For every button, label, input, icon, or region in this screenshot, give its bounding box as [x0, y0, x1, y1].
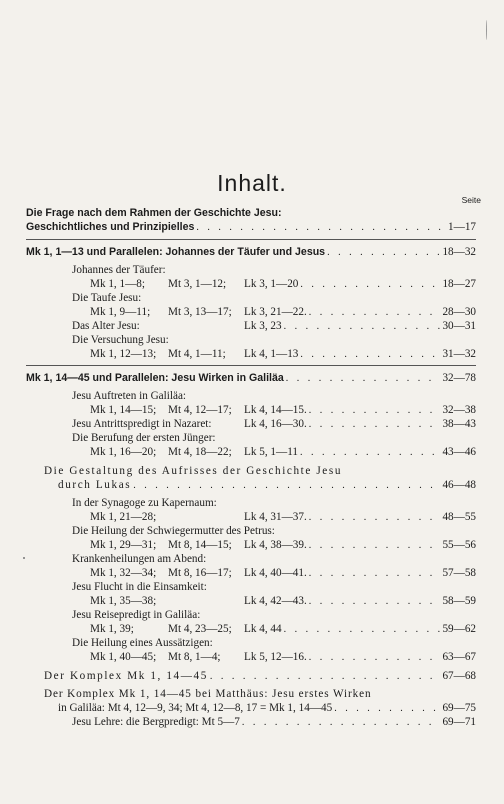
toc-entry-text: in Galiläa: Mt 4, 12—9, 34; Mt 4, 12—8, 17 = Mk 1, 14—45 — [58, 702, 333, 714]
toc-page-number: 67—68 — [442, 670, 476, 682]
toc-reference-row — [90, 538, 476, 552]
toc-reference-row — [90, 277, 476, 291]
toc-subentry-text: Johannes der Täufer: — [72, 264, 166, 276]
stray-mark — [23, 557, 25, 559]
toc-reference-row — [90, 650, 476, 664]
leader-dots — [284, 320, 441, 334]
toc-subentry-text: Jesu Lehre: die Bergpredigt: Mt 5—7 — [72, 716, 240, 728]
leader-dots — [210, 670, 441, 684]
divider — [26, 239, 476, 240]
leader-dots — [286, 372, 441, 386]
leader-dots — [196, 221, 446, 235]
ref-mk: Mk 1, 29—31; — [90, 539, 157, 551]
toc-subentry — [72, 496, 217, 510]
toc-subentry-text: Die Heilung der Schwiegermutter des Petrus: — [72, 525, 275, 537]
toc-page-number: 30—31 — [442, 320, 476, 332]
toc-subentry — [72, 417, 476, 431]
page-title: Inhalt. — [217, 170, 287, 196]
toc-subentry-text: Die Versuchung Jesu: — [72, 334, 169, 346]
toc-subentry — [72, 715, 476, 729]
ref-lk: Lk 5, 1—11 — [244, 446, 298, 458]
toc-reference-row — [90, 622, 476, 636]
ref-lk: Lk 4, 31—37. — [244, 511, 307, 523]
ref-mk: Mk 1, 12—13; — [90, 348, 157, 360]
toc-subentry — [72, 608, 200, 622]
toc-subentry — [72, 263, 166, 277]
toc-entry-lukas-line1 — [44, 464, 476, 478]
toc-subentry — [72, 552, 206, 566]
toc-entry-komplex — [44, 669, 476, 683]
toc-entry-galilaea — [26, 371, 476, 385]
toc-entry-text: Die Gestaltung des Aufrisses der Geschichte Jesu — [44, 465, 343, 477]
seite-label: Seite — [461, 195, 481, 205]
toc-page-number: 43—46 — [442, 446, 476, 458]
toc-entry-text: Die Frage nach dem Rahmen der Geschichte Jesu: — [26, 207, 282, 219]
toc-reference-row — [90, 305, 476, 319]
ref-lk: Lk 4, 16—30. — [244, 418, 307, 430]
ref-mk: Mk 1, 40—45; — [90, 651, 157, 663]
toc-reference-row — [90, 510, 476, 524]
ref-mk: Mk 1, 1—8; — [90, 278, 146, 290]
ref-mk: Mk 1, 16—20; — [90, 446, 157, 458]
toc-reference-row — [90, 594, 476, 608]
toc-page-number: 18—32 — [442, 246, 476, 258]
ref-mt: Mt 3, 1—12; — [168, 278, 227, 290]
toc-page-number: 18—27 — [442, 278, 476, 290]
ref-mt: Mt 4, 1—11; — [168, 348, 226, 360]
toc-entry-text: durch Lukas — [58, 479, 132, 491]
ref-mk: Mk 1, 9—11; — [90, 306, 151, 318]
ref-mt: Mt 8, 16—17; — [168, 567, 232, 579]
toc-subentry-text: Die Taufe Jesu: — [72, 292, 142, 304]
toc-subentry-text: Jesu Reisepredigt in Galiläa: — [72, 609, 201, 621]
toc-page-number: 58—59 — [442, 595, 476, 607]
leader-dots — [309, 595, 441, 609]
ref-lk: Lk 4, 1—13 — [244, 348, 299, 360]
toc-entry-matthaeus-line1 — [44, 687, 476, 701]
ref-mt: Mt 3, 13—17; — [168, 306, 232, 318]
leader-dots — [327, 246, 440, 260]
toc-subentry — [72, 524, 275, 538]
toc-page-number: 59—62 — [442, 623, 476, 635]
toc-subentry-text: Das Alter Jesu: — [72, 320, 140, 332]
leader-dots — [309, 567, 441, 581]
ref-lk: Lk 4, 42—43. — [244, 595, 307, 607]
toc-subentry — [72, 389, 186, 403]
ref-lk: Lk 4, 40—41. — [244, 567, 307, 579]
leader-dots — [334, 702, 440, 716]
toc-subentry — [72, 333, 169, 347]
toc-subentry-text: Die Berufung der ersten Jünger: — [72, 432, 216, 444]
toc-page-number: 38—43 — [442, 418, 476, 430]
ref-lk: Lk 3, 1—20 — [244, 278, 299, 290]
toc-page-number: 28—30 — [442, 306, 476, 318]
toc-page-number: 32—78 — [442, 372, 476, 384]
toc-reference-row — [90, 403, 476, 417]
leader-dots — [300, 278, 440, 292]
toc-page-number: 46—48 — [442, 479, 476, 491]
ref-lk: Lk 4, 38—39. — [244, 539, 307, 551]
toc-entry-lukas-line2 — [58, 478, 476, 492]
toc-entry-text: Mk 1, 14—45 und Parallelen: Jesu Wirken in Galiläa — [26, 372, 284, 384]
toc-subentry — [72, 580, 207, 594]
ref-lk: Lk 3, 23 — [244, 320, 282, 332]
toc-page-number: 31—32 — [442, 348, 476, 360]
ref-mt: Mt 4, 18—22; — [168, 446, 232, 458]
toc-page-number: 69—71 — [442, 716, 476, 728]
ref-mt: Mt 8, 14—15; — [168, 539, 232, 551]
toc-page-number: 63—67 — [442, 651, 476, 663]
toc-subentry-text: Jesu Flucht in die Einsamkeit: — [72, 581, 207, 593]
ref-mt: Mt 4, 23—25; — [168, 623, 232, 635]
toc-subentry-text: Jesu Auftreten in Galiläa: — [72, 390, 187, 402]
leader-dots — [133, 479, 440, 493]
leader-dots — [309, 651, 441, 665]
leader-dots — [309, 404, 441, 418]
toc-page-number: 1—17 — [448, 221, 476, 233]
toc-subentry-text: Krankenheilungen am Abend: — [72, 553, 207, 565]
leader-dots — [309, 418, 441, 432]
leader-dots — [309, 306, 441, 320]
toc-subentry — [72, 636, 213, 650]
ref-lk: Lk 5, 12—16. — [244, 651, 307, 663]
ref-mt: Mt 8, 1—4; — [168, 651, 221, 663]
toc-entry-johannes — [26, 245, 476, 259]
toc-page-number: 32—38 — [442, 404, 476, 416]
leader-dots — [309, 511, 441, 525]
toc-entry-frage-line2 — [26, 220, 476, 234]
leader-dots — [284, 623, 441, 637]
toc-entry-text: Der Komplex Mk 1, 14—45 bei Matthäus: Jesu erstes Wirken — [44, 688, 372, 700]
divider — [26, 365, 476, 366]
toc-page-number: 48—55 — [442, 511, 476, 523]
toc-subentry — [72, 291, 141, 305]
ref-lk: Lk 4, 14—15. — [244, 404, 307, 416]
leader-dots — [309, 539, 441, 553]
ref-mk: Mk 1, 21—28; — [90, 511, 157, 523]
toc-entry-matthaeus-line2 — [58, 701, 476, 715]
toc-entry-frage-line1 — [26, 206, 476, 220]
ref-mk: Mk 1, 14—15; — [90, 404, 157, 416]
toc-subentry — [72, 431, 216, 445]
toc-subentry-text: Jesu Antrittspredigt in Nazaret: — [72, 418, 212, 430]
toc-subentry-text: Die Heilung eines Aussätzigen: — [72, 637, 213, 649]
ref-mk: Mk 1, 32—34; — [90, 567, 157, 579]
toc-page-number: 57—58 — [442, 567, 476, 579]
toc-entry-text: Geschichtliches und Prinzipielles — [26, 221, 195, 233]
toc-subentry-text: In der Synagoge zu Kapernaum: — [72, 497, 217, 509]
toc-reference-row — [90, 347, 476, 361]
leader-dots — [300, 446, 440, 460]
toc-entry-text: Der Komplex Mk 1, 14—45 — [44, 670, 208, 682]
ref-lk: Lk 3, 21—22. — [244, 306, 307, 318]
page-edge-mark — [486, 20, 487, 40]
toc-subentry — [72, 319, 476, 333]
leader-dots — [300, 348, 440, 362]
toc-entry-text: Mk 1, 1—13 und Parallelen: Johannes der Täufer und Jesus — [26, 246, 326, 258]
toc-reference-row — [90, 445, 476, 459]
ref-mt: Mt 4, 12—17; — [168, 404, 232, 416]
toc-page-number: 69—75 — [442, 702, 476, 714]
ref-lk: Lk 4, 44 — [244, 623, 282, 635]
ref-mk: Mk 1, 35—38; — [90, 595, 157, 607]
toc-page-number: 55—56 — [442, 539, 476, 551]
leader-dots — [242, 716, 441, 730]
toc-reference-row — [90, 566, 476, 580]
ref-mk: Mk 1, 39; — [90, 623, 134, 635]
